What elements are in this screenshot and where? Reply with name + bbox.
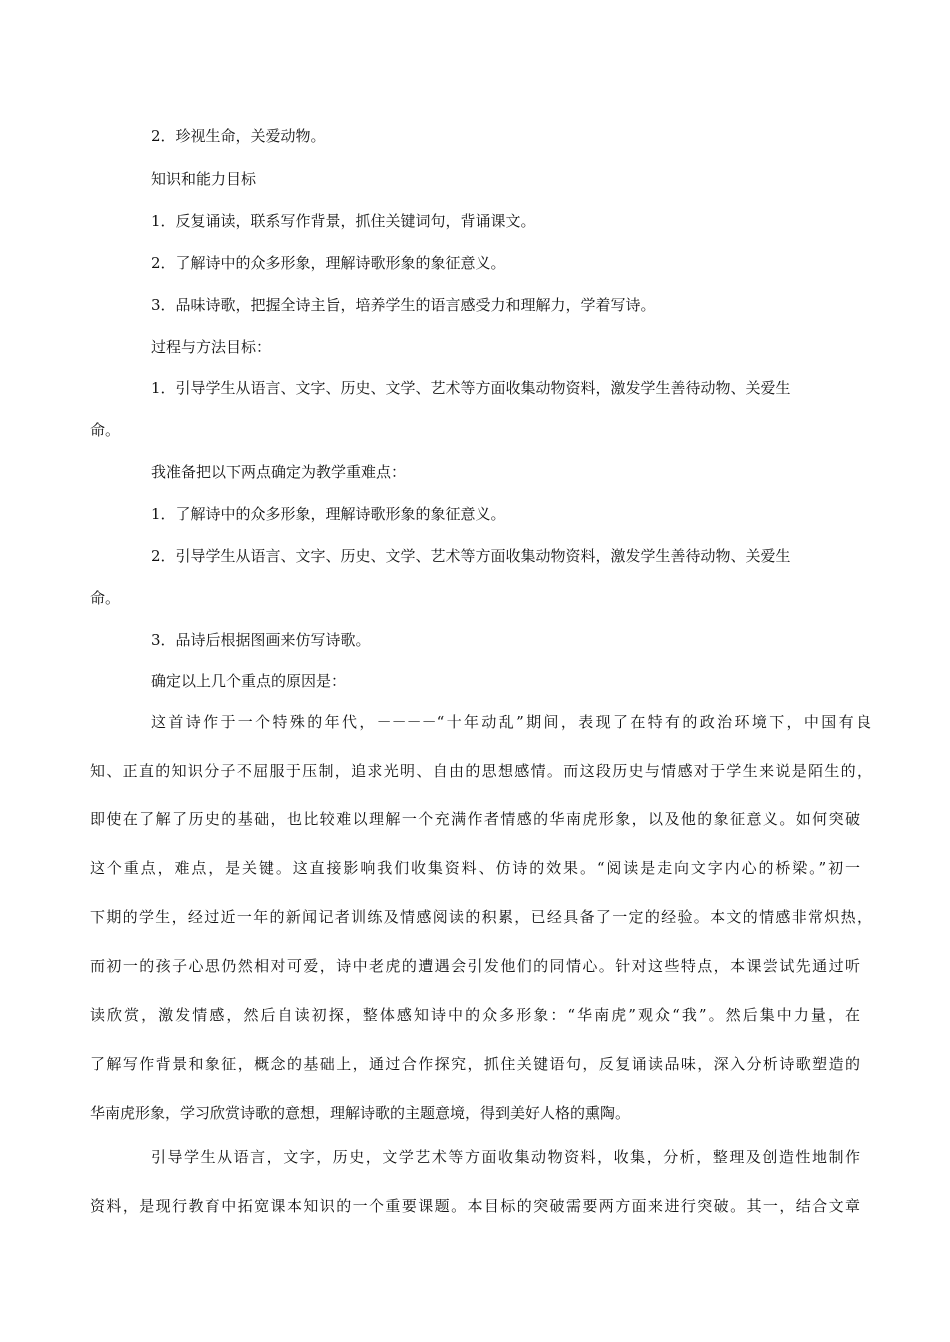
text-line: 1．反复诵读，联系写作背景，抓住关键词句，背诵课文。 — [151, 212, 536, 230]
paragraph-line: 引导学生从语言，文字，历史，文学艺术等方面收集动物资料，收集，分析，整理及创造性地制作 — [151, 1148, 860, 1166]
text-line: 命。 — [90, 589, 121, 607]
text-line: 2．了解诗中的众多形象，理解诗歌形象的象征意义。 — [151, 254, 506, 272]
paragraph-line: 华南虎形象，学习欣赏诗歌的意想，理解诗歌的主题意境，得到美好人格的熏陶。 — [90, 1104, 631, 1122]
text-line: 2．引导学生从语言、文字、历史、文学、艺术等方面收集动物资料，激发学生善待动物、关爱生 — [151, 547, 791, 565]
paragraph-line: 知、正直的知识分子不屈服于压制，追求光明、自由的思想感情。而这段历史与情感对于学生来说是陌生的， — [90, 762, 872, 780]
section-heading: 知识和能力目标 — [151, 170, 257, 188]
text-line: 2．珍视生命，关爱动物。 — [151, 127, 326, 145]
paragraph-line: 这个重点，难点，是关键。这直接影响我们收集资料、仿诗的效果。“阅读是走向文字内心的桥梁。”初一 — [90, 859, 860, 877]
paragraph-line: 了解写作背景和象征，概念的基础上，通过合作探究，抓住关键语句，反复诵读品味，深入分析诗歌塑造的 — [90, 1055, 860, 1073]
paragraph-line: 资料，是现行教育中拓宽课本知识的一个重要课题。本目标的突破需要两方面来进行突破。其一，结合文章 — [90, 1197, 860, 1215]
text-line: 3．品诗后根据图画来仿写诗歌。 — [151, 631, 371, 649]
text-line: 我准备把以下两点确定为教学重难点： — [151, 463, 407, 481]
text-line: 1．了解诗中的众多形象，理解诗歌形象的象征意义。 — [151, 505, 506, 523]
text-line: 3．品味诗歌，把握全诗主旨，培养学生的语言感受力和理解力，学着写诗。 — [151, 296, 656, 314]
paragraph-line: 而初一的孩子心思仍然相对可爱，诗中老虎的遭遇会引发他们的同情心。针对这些特点，本课尝试先通过听 — [90, 957, 860, 975]
paragraph-line: 这首诗作于一个特殊的年代，－－－－“十年动乱”期间，表现了在特有的政治环境下，中国有良 — [151, 713, 871, 731]
paragraph-line: 读欣赏，激发情感，然后自读初探，整体感知诗中的众多形象：“华南虎”观众“我”。然后集中力量，在 — [90, 1006, 860, 1024]
text-line: 命。 — [90, 421, 121, 439]
paragraph-line: 下期的学生，经过近一年的新闻记者训练及情感阅读的积累，已经具备了一定的经验。本文的情感非常炽热， — [90, 908, 872, 926]
section-heading: 确定以上几个重点的原因是： — [151, 672, 347, 690]
text-line: 1．引导学生从语言、文字、历史、文学、艺术等方面收集动物资料，激发学生善待动物、关爱生 — [151, 379, 791, 397]
section-heading: 过程与方法目标： — [151, 338, 272, 356]
paragraph-line: 即使在了解了历史的基础，也比较难以理解一个充满作者情感的华南虎形象，以及他的象征意义。如何突破 — [90, 810, 860, 828]
